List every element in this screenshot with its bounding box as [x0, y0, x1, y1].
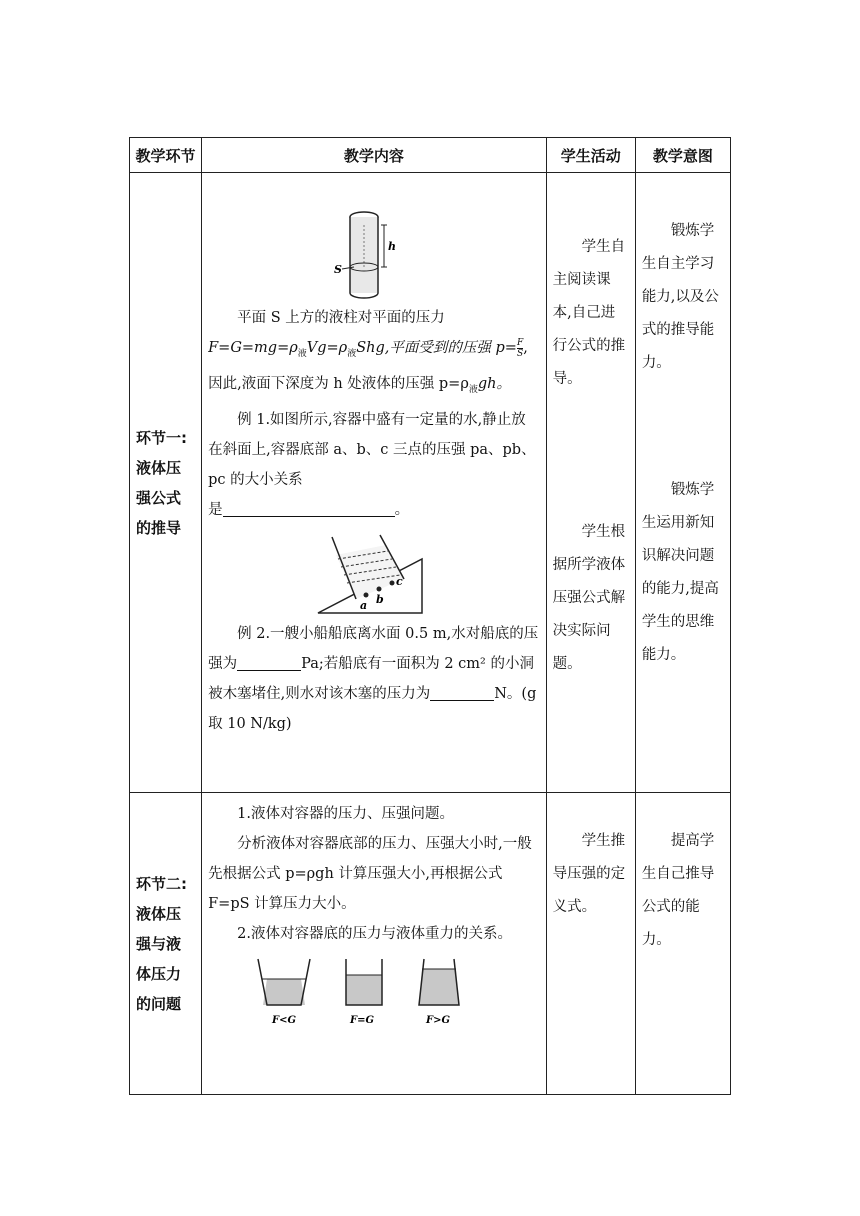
header-row: [130, 138, 731, 173]
activity-cell: [546, 173, 635, 793]
lesson-table: [129, 137, 731, 1095]
header-intent: 教学意图: [635, 138, 730, 173]
label-equal: F=G: [349, 1015, 374, 1026]
row2-p1: 1.液体对容器的压力、压强问题。: [237, 806, 454, 822]
example-1: 例 1.如图所示,容器中盛有一定量的水,静止放在斜面上,容器底部 a、b、c 三点的压强 pa、pb、pc 的大小关系: [208, 411, 536, 488]
example-1-blank: 是 。: [208, 495, 540, 525]
intent-cell: [635, 173, 730, 793]
content-cell: [202, 173, 547, 793]
row2-activity: 学生推导压强的定义式。: [552, 833, 626, 915]
row2-intent: 提高学生自己推导公式的能力。: [641, 833, 715, 948]
header-activity: 学生活动: [546, 138, 635, 173]
table-row: [130, 173, 731, 793]
header-content: 教学内容: [202, 138, 547, 173]
label-b: b: [375, 592, 384, 606]
content-cell: [202, 793, 547, 1095]
intent-text-b: 锻炼学生运用新知识解决问题的能力,提高学生的思维能力。: [641, 482, 719, 663]
stage-cell: 环节二:液体压强与液体压力的问题: [130, 793, 202, 1095]
stage-cell: 环节一:液体压强公式的推导: [130, 173, 202, 793]
label-a: a: [359, 598, 368, 612]
activity-text-b: 学生根据所学液体压强公式解决实际问题。: [552, 524, 626, 672]
containers-figure: [254, 957, 494, 1037]
intent-text-a: 锻炼学生自主学习能力,以及公式的推导能力。: [641, 223, 719, 371]
fraction: $\frac{F}{S}$: [516, 337, 524, 359]
text-line-1: 平面 S 上方的液柱对平面的压力: [237, 310, 445, 326]
header-stage: 教学环节: [130, 138, 202, 173]
activity-text-a: 学生自主阅读课本,自己进行公式的推导。: [552, 239, 626, 387]
label-greater: F>G: [425, 1015, 450, 1026]
row2-p3: 2.液体对容器底的压力与液体重力的关系。: [237, 926, 512, 942]
formula-line: $F=G=mg=\rho_液Vg=\rho_液Shg$,平面受到的压强 p= $\frac{F}{S}$ ,: [208, 337, 528, 359]
table-row: [130, 793, 731, 1095]
activity-cell: [546, 793, 635, 1095]
example-2: 例 2.一艘小船船底离水面 0.5 m,水对船底的压强为 Pa;若船底有一面积为 2 cm² 的小洞被木塞堵住,则水对该木塞的压力为 N。(g 取 10 N/kg): [208, 625, 539, 732]
label-h: h: [387, 240, 396, 253]
label-s: S: [333, 263, 342, 276]
row2-p2: 分析液体对容器底部的压力、压强大小时,一般先根据公式 p=ρgh 计算压强大小,再根据公式 F=pS 计算压力大小。: [208, 836, 532, 912]
text-line-3: 因此,液面下深度为 h 处液体的压强 $p=\rho_液gh$。: [208, 375, 511, 395]
incline-figure: [314, 531, 434, 619]
label-c: c: [395, 574, 403, 588]
cylinder-figure: [334, 207, 414, 303]
label-less: F<G: [271, 1015, 296, 1026]
intent-cell: [635, 793, 730, 1095]
